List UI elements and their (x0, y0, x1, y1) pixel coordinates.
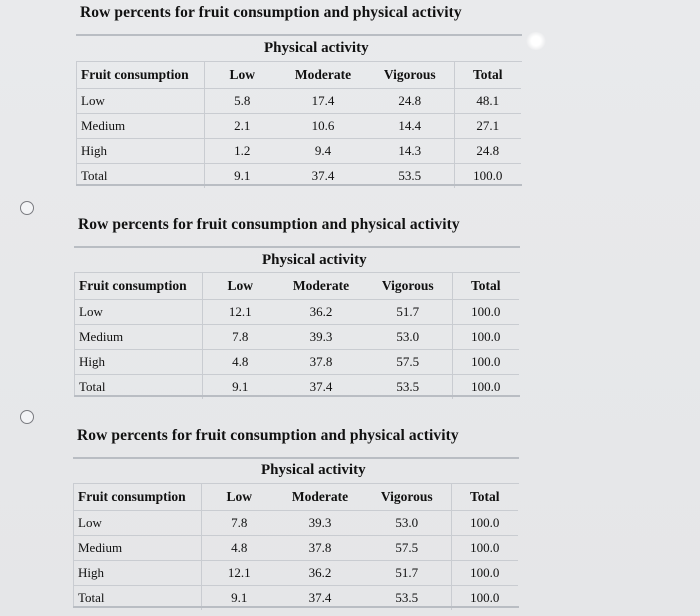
cell-vigorous: 51.7 (364, 300, 452, 325)
col-header-fruit: Fruit consumption (74, 484, 201, 511)
cell-total: 100.0 (451, 586, 518, 611)
col-header-fruit: Fruit consumption (75, 273, 202, 300)
cell-total: 48.1 (454, 89, 521, 114)
data-table (77, 62, 521, 188)
title-rule (76, 34, 522, 36)
cell-low: 12.1 (202, 300, 278, 325)
col-header-moderate: Moderate (278, 273, 364, 300)
table-bottom-rule (74, 395, 520, 397)
cell-vigorous: 53.5 (395, 590, 419, 605)
row-label: Low (74, 511, 201, 536)
cell-vigorous: 14.3 (366, 139, 454, 164)
col-header-vigorous: Vigorous (366, 62, 454, 89)
row-label: Total (81, 168, 108, 183)
cell-moderate: 37.4 (308, 590, 332, 605)
row-label: Medium (75, 325, 202, 350)
cell-low: 4.8 (201, 536, 277, 561)
col-header-total: Total (451, 484, 518, 511)
cell-moderate: 37.4 (309, 379, 333, 394)
table-title: Row percents for fruit consumption and physical activity (78, 216, 460, 233)
cell-vigorous: 53.5 (396, 379, 420, 394)
cell-vigorous: 51.7 (363, 561, 451, 586)
cell-total: 100.0 (452, 350, 519, 375)
col-header-moderate: Moderate (280, 62, 366, 89)
cell-low: 9.1 (202, 375, 278, 400)
cell-total: 27.1 (454, 114, 521, 139)
col-header-low: Low (201, 484, 277, 511)
table-row (74, 511, 518, 536)
physical-activity-label: Physical activity (262, 252, 367, 268)
cell-moderate: 36.2 (277, 561, 363, 586)
cell-moderate: 37.8 (278, 350, 364, 375)
data-table (75, 273, 519, 399)
row-label: Total (79, 379, 106, 394)
title-rule (73, 457, 519, 459)
col-header-fruit: Fruit consumption (77, 62, 204, 89)
cell-total: 100.0 (451, 561, 518, 586)
header-row (75, 273, 519, 300)
row-label: Medium (74, 536, 201, 561)
row-label: Total (78, 590, 105, 605)
cell-low: 12.1 (201, 561, 277, 586)
data-table (74, 484, 518, 610)
cell-total: 100.0 (451, 536, 518, 561)
cell-total: 100.0 (451, 511, 518, 536)
cell-vigorous: 53.0 (364, 325, 452, 350)
cell-moderate: 9.4 (280, 139, 366, 164)
cell-low: 9.1 (204, 164, 280, 189)
table-row (75, 325, 519, 350)
title-rule (74, 246, 520, 248)
header-row (74, 484, 518, 511)
cell-moderate: 39.3 (278, 325, 364, 350)
cell-low: 5.8 (204, 89, 280, 114)
cell-vigorous: 57.5 (364, 350, 452, 375)
row-label: Low (77, 89, 204, 114)
table-row (75, 350, 519, 375)
cell-vigorous: 57.5 (363, 536, 451, 561)
cell-total: 100.0 (452, 375, 519, 400)
answer-radio-2[interactable] (20, 201, 34, 215)
cell-moderate: 37.4 (311, 168, 335, 183)
table-row (74, 561, 518, 586)
row-label: Low (75, 300, 202, 325)
table-row (77, 89, 521, 114)
table-row (77, 114, 521, 139)
cell-total: 24.8 (454, 139, 521, 164)
row-label: High (75, 350, 202, 375)
cell-low: 1.2 (204, 139, 280, 164)
cell-vigorous: 53.0 (363, 511, 451, 536)
cell-moderate: 10.6 (280, 114, 366, 139)
cell-low: 4.8 (202, 350, 278, 375)
screen-glare (526, 32, 546, 50)
table-bottom-rule (73, 606, 519, 608)
cell-total: 100.0 (452, 300, 519, 325)
cell-vigorous: 24.8 (366, 89, 454, 114)
col-header-low: Low (202, 273, 278, 300)
cell-moderate: 17.4 (280, 89, 366, 114)
row-label: High (77, 139, 204, 164)
table-row (75, 300, 519, 325)
cell-low: 9.1 (201, 586, 277, 611)
col-header-total: Total (452, 273, 519, 300)
cell-total: 100.0 (452, 325, 519, 350)
cell-vigorous: 14.4 (366, 114, 454, 139)
physical-activity-label: Physical activity (264, 40, 369, 56)
cell-low: 7.8 (201, 511, 277, 536)
cell-vigorous: 53.5 (398, 168, 422, 183)
cell-low: 2.1 (204, 114, 280, 139)
cell-total: 100.0 (454, 164, 521, 189)
row-label: Medium (77, 114, 204, 139)
table-row (74, 536, 518, 561)
table-title: Row percents for fruit consumption and physical activity (77, 427, 459, 444)
cell-moderate: 36.2 (278, 300, 364, 325)
cell-moderate: 39.3 (277, 511, 363, 536)
col-header-total: Total (454, 62, 521, 89)
cell-moderate: 37.8 (277, 536, 363, 561)
row-label: High (74, 561, 201, 586)
header-row (77, 62, 521, 89)
table-bottom-rule (76, 184, 522, 186)
col-header-vigorous: Vigorous (363, 484, 451, 511)
col-header-vigorous: Vigorous (364, 273, 452, 300)
col-header-moderate: Moderate (277, 484, 363, 511)
answer-radio-3[interactable] (20, 410, 34, 424)
table-title: Row percents for fruit consumption and physical activity (80, 4, 462, 21)
cell-low: 7.8 (202, 325, 278, 350)
col-header-low: Low (204, 62, 280, 89)
table-row (77, 139, 521, 164)
physical-activity-label: Physical activity (261, 462, 366, 478)
